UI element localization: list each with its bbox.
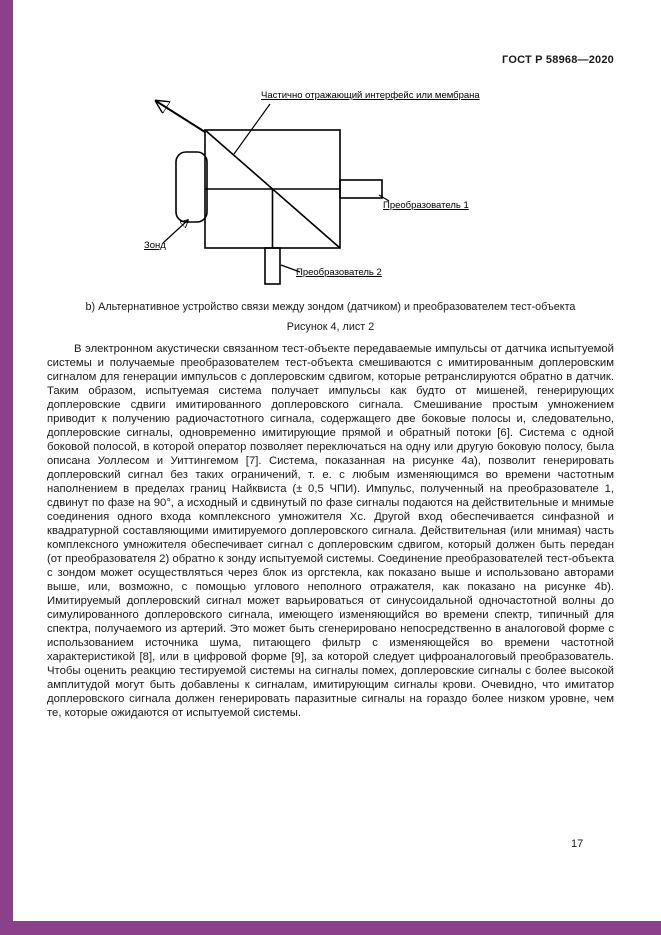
document-header: ГОСТ Р 58968—2020	[502, 54, 614, 66]
probe-label: Зонд	[144, 240, 166, 251]
left-border-bar	[0, 0, 13, 935]
probe-shape	[176, 152, 207, 222]
figure-caption: b) Альтернативное устройство связи между зондом (датчиком) и преобразователем тест-объекта	[85, 301, 576, 313]
body-paragraph: В электронном акустически связанном тест-объекте передаваемые импульсы от датчика испытуемой системы и получаемые преобразователем тест-объекта смешиваются с имитированным доплеровским сигналом для генерации импульсов с доплеровским сдвигом, которые ретранслируются обратно в датчик. Таким образом, испытуемая система получает импульсы как будто от мишеней, генерирующих доплеровские сдвиги имитированного доплеровского сигнала. Смешивание простым умножением приводит к получению радиочастотного сигнала, содержащего две боковые полосы и, следовательно, доплеровские сигналы, одновременно имитирующие прямой и обратный потоки [6]. Система с одной боковой полосой, в которой оператор позволяет переключаться на одну или другую боковую полосу, была описана Уоллесом и Уиттингемом [7]. Система, показанная на рисунке 4а), позволит генерировать доплеровский сигнал без таких ограничений, т. е. с любым изменяющимся во времени частотным наполнением в пределах границ Найквиста (± 0,5 ЧПИ). Импульс, полученный на преобразователе 1, сдвинут по фазе на 90°, а исходный и сдвинутый по фазе сигналы подаются на действительные и мнимые соединения одного входа комплексного умножителя Хс. Другой вход обеспечивается синфазной и квадратурной составляющими имитируемого доплеровского сигнала. Действительная (или мнимая) часть комплексного умножителя обеспечивает сигнал с доплеровским сдвигом, который должен быть передан (от преобразователя 2) обратно к зонду испытуемой системы. Соединение преобразователей тест-объекта с зондом может осуществляться через блок из оргстекла, как показано выше и использовано авторами выше, или, возможно, с помощью углового неполного отражателя, как показано на рисунке 4b). Имитируемый доплеровский сигнал может варьироваться от синусоидальной одночастотной волны до симулированного доплеровского сигнала, имеющего изменяющийся во времени спектр, типичный для спектра, получаемого из артерий. Это может быть сгенерировано непосредственно в аналоговой форме с использованием источника шума, питающего фильтр с изменяющейся во времени частотной характеристикой [8], или в цифровой форме [9], за которой следует цифроаналоговый преобразователь. Чтобы оценить реакцию тестируемой системы на сигналы помех, доплеровские сигналы с более высокой амплитудой могут быть добавлены к сигналам, имитирующим сигналы крови. Очевидно, что имитатор доплеровского сигнала должен генерировать паразитные сигналы на гораздо более низком уровне, чем те, которые ожидаются от испытуемой системы.	[47, 343, 614, 719]
figure-diagram	[130, 88, 570, 300]
beam-arrow	[156, 101, 205, 132]
transducer2-shape	[265, 248, 280, 284]
page-number: 17	[571, 838, 584, 850]
membrane-leader-line	[234, 104, 270, 154]
figure-number: Рисунок 4, лист 2	[286, 321, 375, 333]
membrane-label: Частично отражающий интерфейс или мембрана	[261, 90, 480, 101]
probe-leader-arrow	[163, 220, 188, 243]
transducer1-label: Преобразователь 1	[383, 200, 469, 211]
transducer1-shape	[340, 180, 382, 198]
bottom-border-bar	[0, 921, 661, 935]
transducer2-label: Преобразователь 2	[296, 267, 382, 278]
